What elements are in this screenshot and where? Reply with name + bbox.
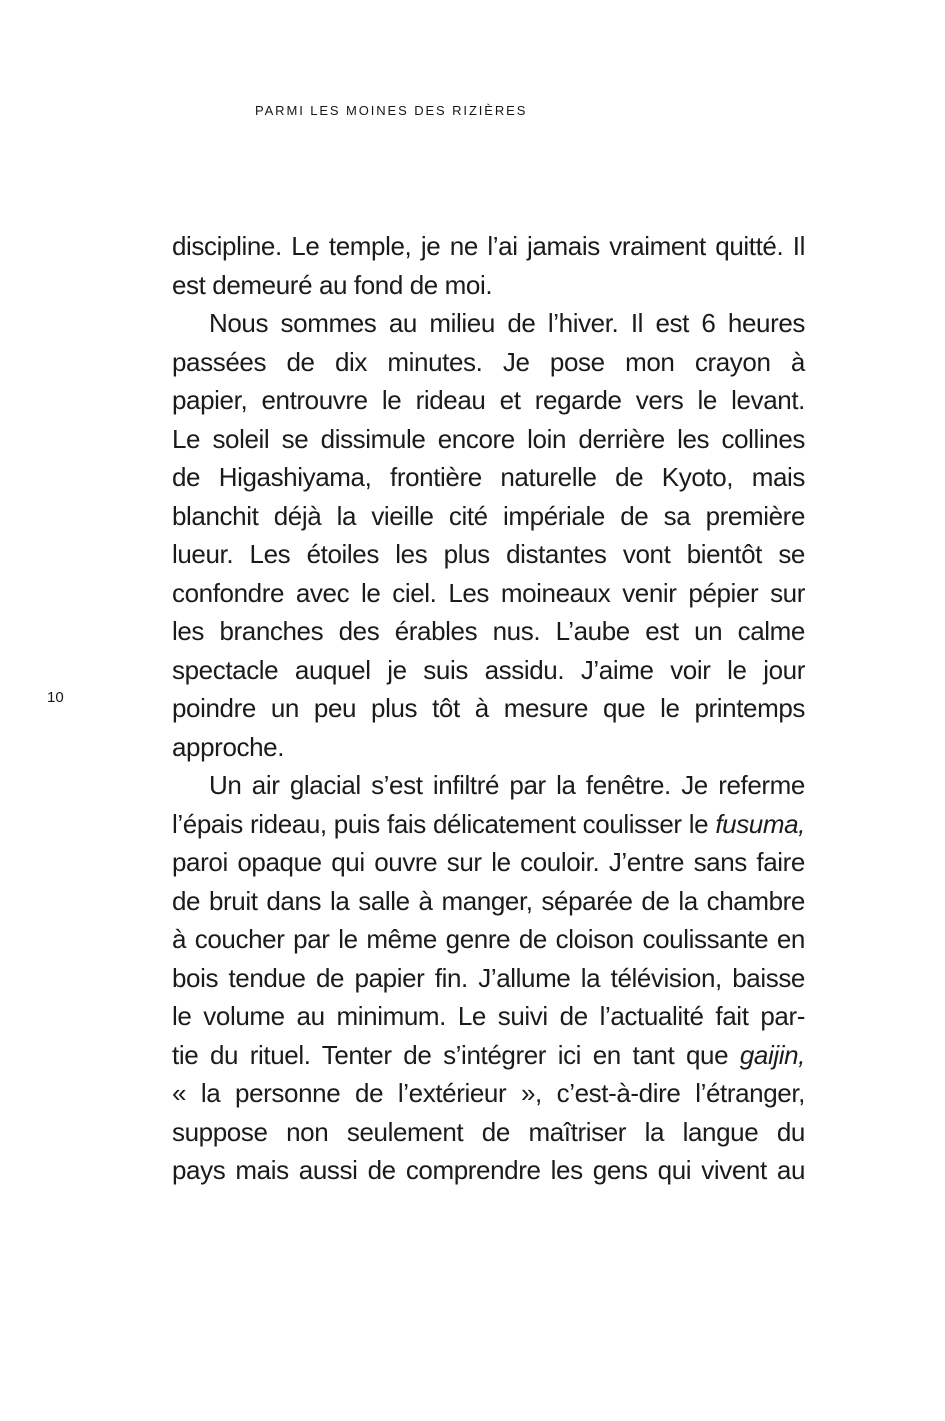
text-segment: « la personne de l’extérieur », c’est-à-dire l’étranger, [172,1078,805,1108]
body-text [172,227,805,1190]
text-line [172,574,805,613]
paragraph [172,227,805,304]
text-line [172,766,805,805]
text-segment: papier, entrouvre le rideau et regarde vers le levant. [172,385,805,415]
text-line [172,381,805,420]
text-segment: poindre un peu plus tôt à mesure que le printemps [172,693,805,723]
text-segment: spectacle auquel je suis assidu. J’aime voir le jour [172,654,805,685]
text-segment: suppose non seulement de maîtriser la langue du [172,1116,805,1147]
text-segment: confondre avec le ciel. Les moineaux venir pépier sur [172,577,805,608]
text-line [172,1074,805,1113]
paragraph [172,304,805,766]
text-line [172,1036,805,1075]
text-segment: le volume au minimum. Le suivi de l’actualité fait par- [172,1001,805,1031]
text-segment: pays mais aussi de comprendre les gens qui vivent au [172,1155,805,1185]
text-line [172,266,805,305]
text-segment: de Higashiyama, frontière naturelle de Kyoto, mais [172,462,805,492]
text-segment: est demeuré au fond de moi. [172,269,493,300]
text-segment: paroi opaque qui ouvre sur le couloir. J’entre sans faire [172,847,805,877]
text-line [172,458,805,497]
text-line [172,882,805,921]
text-line [172,805,805,844]
text-line [172,728,805,767]
text-segment: Nous sommes au milieu de l’hiver. Il est 6 heures [209,308,805,338]
page-number: 10 [47,689,64,706]
text-segment: les branches des érables nus. L’aube est un calme [172,616,805,646]
text-segment: discipline. Le temple, je ne l’ai jamais vraiment quitté. Il [172,231,805,261]
text-line [172,1113,805,1152]
italic-term: fusuma, [715,808,805,839]
text-segment: l’épais rideau, puis fais délicatement coulisser le [172,808,716,839]
text-segment: lueur. Les étoiles les plus distantes vont bientôt se [172,539,805,569]
text-line [172,920,805,959]
running-header: PARMI LES MOINES DES RIZIÈRES [255,103,528,118]
italic-term: gaijin, [739,1039,805,1070]
text-line [172,343,805,382]
text-segment: tie du rituel. Tenter de s’intégrer ici en tant que [172,1039,740,1070]
text-line [172,420,805,459]
paragraph [172,766,805,1190]
text-segment: approche. [172,731,285,762]
text-line [172,612,805,651]
text-segment: passées de dix minutes. Je pose mon crayon à [172,346,805,377]
text-line [172,1151,805,1190]
text-line [172,304,805,343]
text-segment: Le soleil se dissimule encore loin derrière les collines [172,423,805,454]
text-line [172,959,805,998]
text-line [172,689,805,728]
text-line [172,497,805,536]
text-line [172,651,805,690]
text-line [172,997,805,1036]
text-line [172,843,805,882]
text-line [172,535,805,574]
text-segment: Un air glacial s’est infiltré par la fenêtre. Je referme [209,770,805,800]
text-segment: de bruit dans la salle à manger, séparée de la chambre [172,885,805,916]
text-line [172,227,805,266]
text-segment: blanchit déjà la vieille cité impériale de sa première [172,500,805,531]
text-segment: à coucher par le même genre de cloison coulissante en [172,924,805,954]
text-segment: bois tendue de papier fin. J’allume la télévision, baisse [172,962,805,993]
